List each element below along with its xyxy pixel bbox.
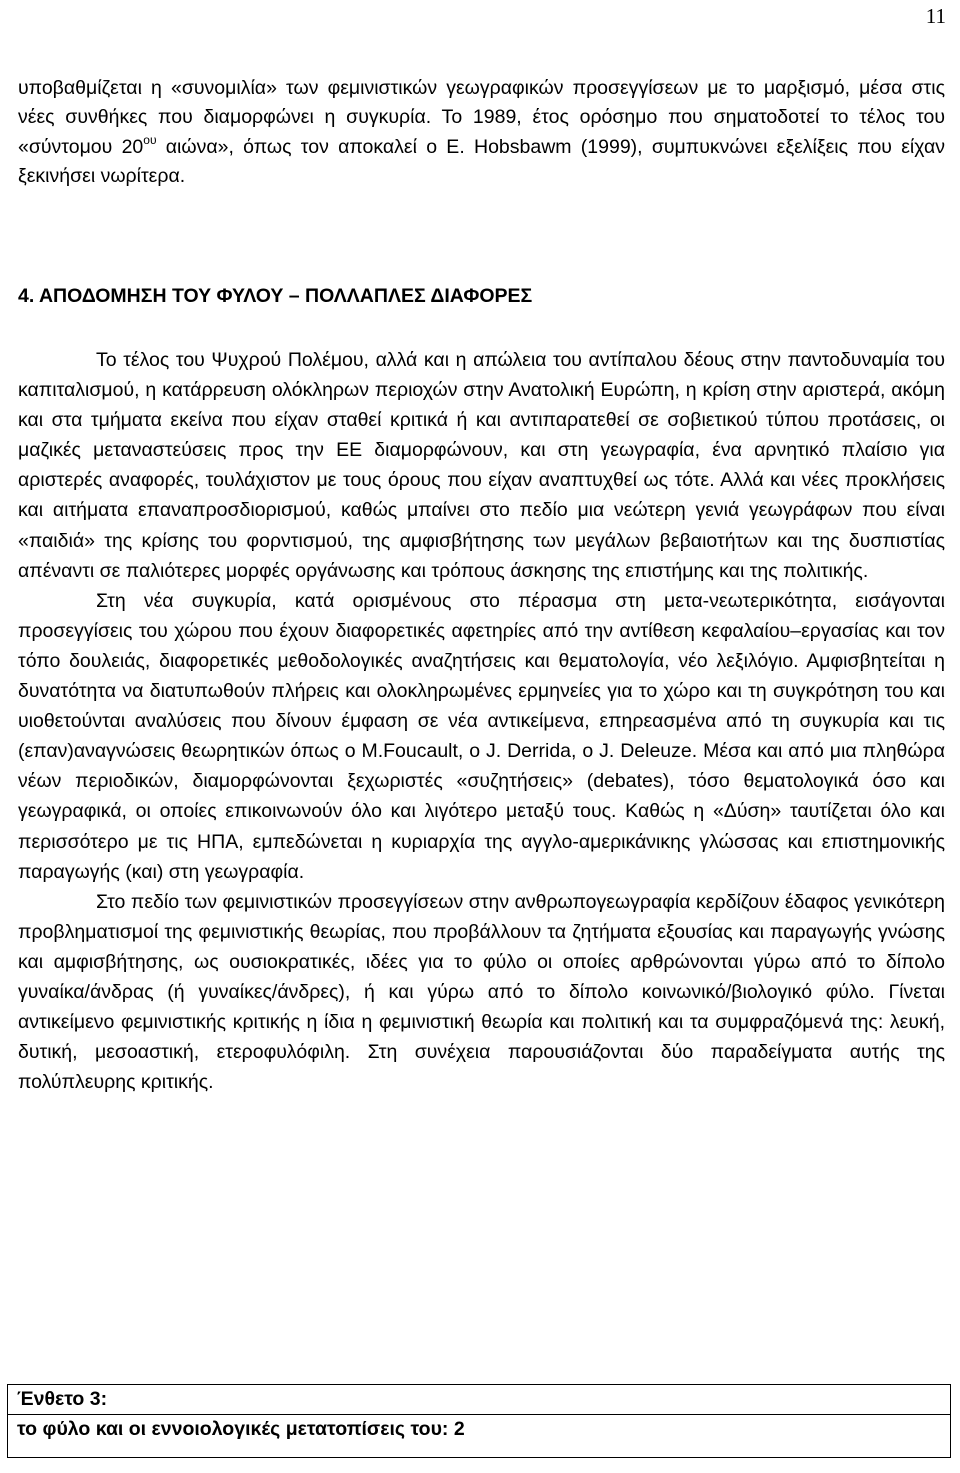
body-paragraph-3: Στο πεδίο των φεμινιστικών προσεγγίσεων στην ανθρωπογεωγραφία κερδίζουν έδαφος γενικότερη προβληματισμοί της φεμινιστικής θεωρίας, που προβάλλουν τα ζητήματα εξουσίας και παραγωγής γνώσης και αμφισβήτησης, ως ουσιοκρατικές, ιδέες για το φύλο οι οποίες αρθρώνονται γύρω από το δίπολο γυναίκα/άνδρας (ή γυναίκες/άνδρες), ή και γύρω από το δίπολο κοινωνικό/βιολογικό φύλο. Γίνεται αντικείμενο φεμινιστικής κριτικής η ίδια η φεμινιστική θεωρία και πολιτική και τα συμφραζόμενά της: λευκή, δυτική, μεσοαστική, ετεροφυλόφιλη. Στη συνέχεια παρουσιάζονται δύο παραδείγματα αυτής της πολύπλευρης κριτικής. — [18, 890, 945, 1094]
intro-text-after: αιώνα», όπως τον αποκαλεί ο E. Hobsbawm (1999), συμπυκνώνει εξελίξεις που είχαν ξεκινήσει νωρίτερα. — [18, 135, 945, 188]
intro-text-before: υποβαθμίζεται η «συνομιλία» των φεμινιστικών γεωγραφικών προσεγγίσεων με το μαρξισμό, μέσα στις νέες συνθήκες που διαμορφώνει η συγκυρία. Το 1989, έτος ορόσημο που σηματοδοτεί το τέλος του «σύντομου 20 — [18, 77, 945, 158]
intro-paragraph — [18, 74, 945, 192]
intro-superscript: ου — [143, 132, 157, 147]
unit-box-title: Ένθετο 3: — [17, 1388, 108, 1410]
unit-box-subtitle: το φύλο και οι εννοιολογικές μετατοπίσεις του: 2 — [17, 1418, 465, 1440]
page-number: 11 — [925, 4, 946, 28]
body-paragraph-1: Το τέλος του Ψυχρού Πολέμου, αλλά και η απώλεια του αντίπαλου δέους στην παντοδυναμία του καπιταλισμού, η κατάρρευση ολόκληρων περιοχών στην Ανατολική Ευρώπη, η κρίση στην αριστερά, ακόμη και στα τμήματα εκείνα που είχαν σταθεί κριτικά ή και αντιπαρατεθεί σε σοβιετικού τύπου προτάσεις, οι μαζικές μεταναστεύσεις προς την ΕΕ διαμορφώνουν, και στη γεωγραφία, ένα αρνητικό πλαίσιο για αριστερές αναφορές, τουλάχιστον με τους όρους που είχαν αναπτυχθεί ως τότε. Αλλά και νέες προκλήσεις και αιτήματα επαναπροσδιορισμού, καθώς μπαίνει στο πεδίο μια νεώτερη γενιά γεωγράφων που είναι «παιδιά» της κρίσης του φορντισμού, της αμφισβήτησης των μεγάλων βεβαιοτήτων και της δυσπιστίας απέναντι σε παλιότερες μορφές οργάνωσης και τρόπους άσκησης της επιστήμης και της πολιτικής. — [18, 349, 945, 582]
intro-text — [18, 74, 945, 192]
section-body — [18, 345, 945, 1097]
unit-box — [7, 1384, 951, 1458]
body-paragraph-2: Στη νέα συγκυρία, κατά ορισμένους στο πέρασμα στη μετα-νεωτερικότητα, εισάγονται προσεγγίσεις του χώρου που έχουν διαφορετικές αφετηρίες από την αντίθεση κεφαλαίου–εργασίας και τον τόπο δουλειάς, διαφορετικές μεθοδολογικές αναζητήσεις και θεματολογία, νέο λεξιλόγιο. Αμφισβητείται η δυνατότητα να διατυπωθούν πλήρεις και ολοκληρωμένες ερμηνείες για το χώρο και τη συγκρότηση του και υιοθετούνται αναλύσεις που δίνουν έμφαση σε νέα αντικείμενα, επηρεασμένα από τη συγκυρία και τις (επαν)αναγνώσεις θεωρητικών όπως ο M.Foucault, ο J. Derrida, ο J. Deleuze. Μέσα και από μια πληθώρα νέων περιοδικών, διαμορφώνονται ξεχωριστές «συζητήσεις» (debates), τόσο θεματολογικά όσο και γεωγραφικά, οι οποίες επικοινωνούν όλο και λιγότερο μεταξύ τους. Καθώς η «Δύση» ταυτίζεται όλο και περισσότερο με τις ΗΠΑ, εμπεδώνεται η κυριαρχία της αγγλο-αμερικάνικης γλώσσας και επιστημονικής παραγωγής (και) στη γεωγραφία. — [18, 589, 945, 883]
section-heading: 4. ΑΠΟΔΟΜΗΣΗ ΤΟΥ ΦΥΛΟΥ – ΠΟΛΛΑΠΛΕΣ ΔΙΑΦΟΡΕΣ — [18, 285, 533, 307]
